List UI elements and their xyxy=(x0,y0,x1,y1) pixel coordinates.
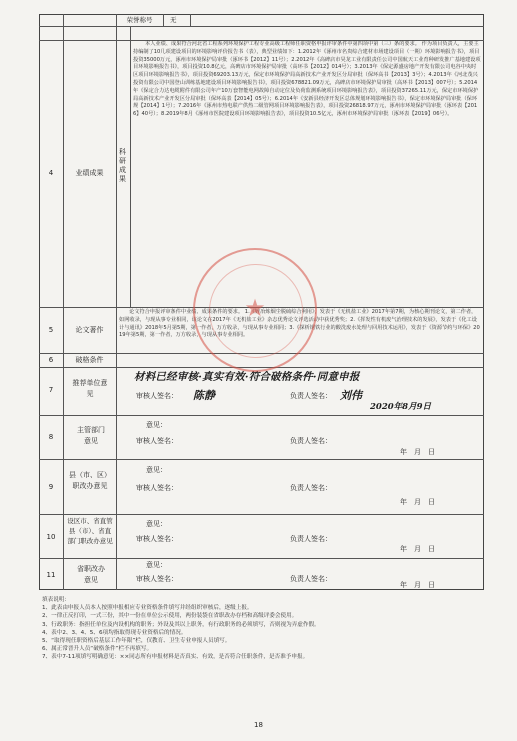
row-label-exceptional: 破格条件 xyxy=(75,356,104,364)
row-label-recommending-unit: 推荐单位意见 xyxy=(72,379,108,398)
award-label: 荣誉称号 xyxy=(126,16,153,24)
responsible-signature-label: 负责人签名： xyxy=(290,392,332,400)
instruction-item: 5、“取得现任职资格后基层工作年限”栏，仅教育、卫生专业申报人员填写。 xyxy=(42,638,231,645)
filling-instructions xyxy=(42,596,482,662)
row-number: 9 xyxy=(48,483,54,491)
handwritten-date: 2020年8月9日 xyxy=(370,402,431,412)
reviewer-signature-label: 审核人签名： xyxy=(136,484,178,492)
section-label: 设区市、省直管县（市）、省直部门职改办意见 xyxy=(67,517,113,545)
page-number: 18 xyxy=(254,721,263,729)
papers-text: 论文符合申报评审条件中业绩、成果条件的要求。 1.《锌冶炼烟尘脱硫综合利用》，发表于《无机盐工业》2017年第7期，为核心期刊论文，第二作者，如网收录，与现从事专业相同，该论文在2017年《无机盐工业》杂志优秀论文评选活动中获优秀奖；2.《挥发性有机废气治理技术的发展》，发表于《化工设计与通讯》2018年5月第5期，第一作者，万方收录，与现从事专业相同；3.《探析钢铁行业的酸洗废水处理与回用技术运用》，发表于《资源节约与环保》2019年第5期，第一作者，万方收录，与现从事专业相同。 xyxy=(119,309,480,339)
instruction-item: 7、表中7-11项填写明确意见：××同志所有申报材料是否真实、有效，是否符合任职条件，是否准予申报。 xyxy=(42,654,309,661)
row-number: 10 xyxy=(46,533,56,541)
opinion-label: 意见： xyxy=(146,466,167,474)
section-label: 省职改办意见 xyxy=(77,565,105,584)
award-value: 无 xyxy=(170,16,177,24)
row-label-achievements: 业绩成果 xyxy=(75,169,104,177)
opinion-label: 意见： xyxy=(146,520,167,528)
row-sublabel-research: 科研成果 xyxy=(119,148,126,183)
reviewer-signature-label: 审核人签名： xyxy=(136,392,178,400)
opinion-label: 意见： xyxy=(146,561,167,569)
reviewer-signature-label: 审核人签名： xyxy=(136,437,178,445)
instructions-title: 填表说明： xyxy=(42,597,70,603)
date-field: 年 月 日 xyxy=(400,448,435,456)
official-seal-stamp: ★ xyxy=(193,248,317,372)
responsible-signature-label: 负责人签名： xyxy=(290,535,332,543)
instruction-item: 1、此表由申报人员本人按照申报相应专业资格条件填写并经组织审核后，逐级上报。 xyxy=(42,605,253,612)
date-field: 年 月 日 xyxy=(400,545,435,553)
date-field: 年 月 日 xyxy=(400,498,435,506)
responsible-signature-label: 负责人签名： xyxy=(290,437,332,445)
row-number: 8 xyxy=(48,433,54,441)
section-label: 县（市、区）职改办意见 xyxy=(69,471,111,490)
achievements-text: 本人业绩、成果符合河北省工程系列环境保护工程专业高级工程师任职资格申报评审条件中第四项中第（三）条的要求。 作为项目负责人，主要主持编制了10几项建设项目的环境影响评价报告书（表），典型业绩如下：1.2012年《涿州市名贵综合建材市场建设项目（一期）环境影响报告书》，项目投资35000万元，涿州市环境保护局审批（涿环书【2012】11号）；2.2012年《高碑店市昊龙工业有限责任公司中国航天工业育种研发推广基地建设项目环境影响报告书》，项目投资10.8亿元，高碑店市环境保护局审批（高环书【2012】014号）；3.2013年《保定源盛房地产开发有限公司电谷中央时区项目环境影响报告书》，项目投资69203.13万元，保定市环境保护局高新技术产业开发区分局审批（保环高书【2013】3号）；4.2013年《河北茂兴投资有限公司中国登山训练基地建设项目环境影响报告书》，项目投资678821.09万元，高碑店市环境保护局审批（高环书【2013】007号）；5.2014年《保定合力达电缆附件有限公司年产10万套智能电网故障自动定位及负荷监测系统项目环境影响报告表》，项目投资37265.11万元，保定市环境保护局高新技术产业开发区分局审批（保环高表【2014】05号）；6.2014年《安新县经济开发区总体规划环境影响报告书》，保定市环境保护局审批（保环规【2014】1号）；7.2016年《涿州市热电联产供热二级管网项目环境影响报告表》，项目投资26818.97万元，涿州市环境保护局审批（涿环表【2016】40号）；8.2019年8月《涿州市医院建设项目环境影响报告表》，项目投资10.5亿元，涿州市环境保护局审批（涿环表【2019】06号）。 xyxy=(133,41,481,118)
row-number: 11 xyxy=(46,571,56,579)
reviewer-signature-label: 审核人签名： xyxy=(136,575,178,583)
opinion-label: 意见： xyxy=(146,421,167,429)
handwritten-opinion: 材料已经审核·真实有效·符合破格条件·同意申报 xyxy=(134,371,360,383)
handwritten-responsible-signature: 刘伟 xyxy=(340,389,362,402)
row-label-papers: 论文著作 xyxy=(75,326,104,334)
responsible-signature-label: 负责人签名： xyxy=(290,484,332,492)
instruction-item: 6、属正常晋升人员“破格条件”栏不再填写。 xyxy=(42,646,153,653)
instruction-item: 3、行政职务：指担任单位及内设机构的职务；外设及其以上职务，有行政职务的必须填写，否则视为弄虚作假。 xyxy=(42,621,320,628)
row-number: 6 xyxy=(48,356,54,364)
handwritten-reviewer-signature: 陈静 xyxy=(193,389,215,402)
section-label: 主管部门意见 xyxy=(77,426,105,445)
row-number: 4 xyxy=(48,169,54,177)
instruction-item: 2、一律正反打印，一式三份，其中一份在单位公示使用，两份装袋在省职改办存档和高级评委会使用。 xyxy=(42,613,298,620)
instruction-item: 4、表中2、3、4、5、6项均指取得现专业资格后的情况。 xyxy=(42,629,187,636)
date-field: 年 月 日 xyxy=(400,581,435,589)
row-number: 7 xyxy=(48,386,54,394)
row-number: 5 xyxy=(48,326,54,334)
responsible-signature-label: 负责人签名： xyxy=(290,575,332,583)
reviewer-signature-label: 审核人签名： xyxy=(136,535,178,543)
